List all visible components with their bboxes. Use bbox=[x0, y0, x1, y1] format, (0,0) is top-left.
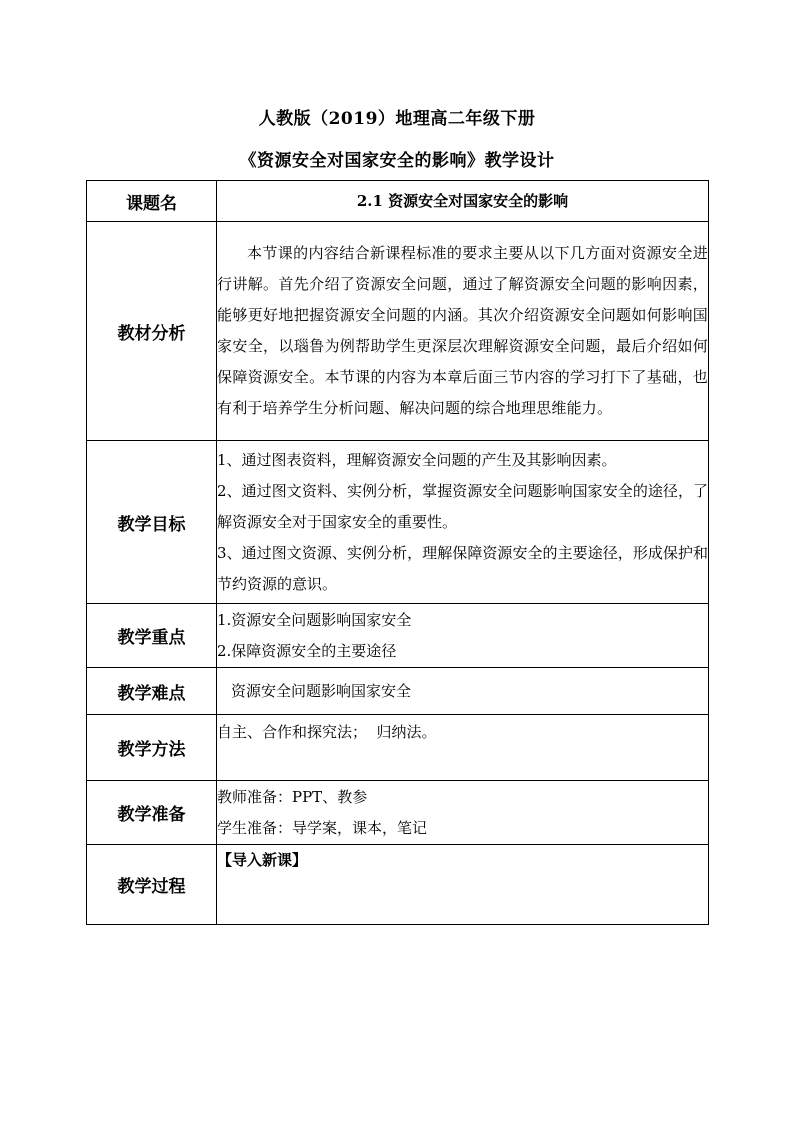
value-topic: 2.1 资源安全对国家安全的影响 bbox=[217, 181, 709, 222]
cell-method bbox=[217, 715, 709, 781]
row-keypoints bbox=[87, 604, 709, 668]
cell-keypoints bbox=[217, 604, 709, 668]
row-topic bbox=[87, 181, 709, 222]
goal-item-2: 2、通过图文资料、实例分析，掌握资源安全问题影响国家安全的途径，了解资源安全对于国家安全的重要性。 bbox=[217, 481, 708, 531]
cell-analysis bbox=[217, 222, 709, 441]
label-process: 教学过程 bbox=[87, 845, 217, 925]
document-title: 人教版（2019）地理高二年级下册 bbox=[258, 109, 536, 129]
label-topic: 课题名 bbox=[87, 181, 217, 222]
prep-item-2: 学生准备：导学案，课本，笔记 bbox=[217, 818, 428, 837]
label-difficulty: 教学难点 bbox=[87, 668, 217, 715]
cell-difficulty bbox=[217, 668, 709, 715]
row-process bbox=[87, 845, 709, 925]
label-prep: 教学准备 bbox=[87, 781, 217, 845]
prep-item-1: 教师准备：PPT、教参 bbox=[217, 787, 368, 806]
cell-goals bbox=[217, 441, 709, 604]
keypoint-item-2: 2.保障资源安全的主要途径 bbox=[217, 641, 397, 660]
document-subtitle: 《资源安全对国家安全的影响》教学设计 bbox=[239, 151, 555, 171]
cell-prep bbox=[217, 781, 709, 845]
cell-process bbox=[217, 845, 709, 925]
row-prep bbox=[87, 781, 709, 845]
goal-item-1: 1、通过图表资料，理解资源安全问题的产生及其影响因素。 bbox=[217, 450, 617, 469]
label-goals: 教学目标 bbox=[87, 441, 217, 604]
goal-item-3: 3、通过图文资源、实例分析，理解保障资源安全的主要途径，形成保护和节约资源的意识。 bbox=[217, 543, 708, 593]
method-text: 自主、合作和探究法； 归纳法。 bbox=[217, 723, 437, 741]
difficulty-text: 资源安全问题影响国家安全 bbox=[231, 681, 412, 700]
row-goals bbox=[87, 441, 709, 604]
label-keypoints: 教学重点 bbox=[87, 604, 217, 668]
lesson-plan-table bbox=[86, 180, 709, 925]
keypoint-item-1: 1.资源安全问题影响国家安全 bbox=[217, 610, 412, 629]
label-analysis: 教材分析 bbox=[87, 222, 217, 441]
row-method bbox=[87, 715, 709, 781]
analysis-text: 本节课的内容结合新课程标准的要求主要从以下几方面对资源安全进行讲解。首先介绍了资源安全问题，通过了解资源安全问题的影响因素，能够更好地把握资源安全问题的内涵。其次介绍资源安全问题如何影响国家安全，以瑙鲁为例帮助学生更深层次理解资源安全问题，最后介绍如何保障资源安全。本节课的内容为本章后面三节内容的学习打下了基础，也有利于培养学生分析问题、解决问题的综合地理思维能力。 bbox=[217, 244, 708, 417]
process-heading: 【导入新课】 bbox=[217, 851, 308, 869]
row-analysis bbox=[87, 222, 709, 441]
row-difficulty bbox=[87, 668, 709, 715]
label-method: 教学方法 bbox=[87, 715, 217, 781]
